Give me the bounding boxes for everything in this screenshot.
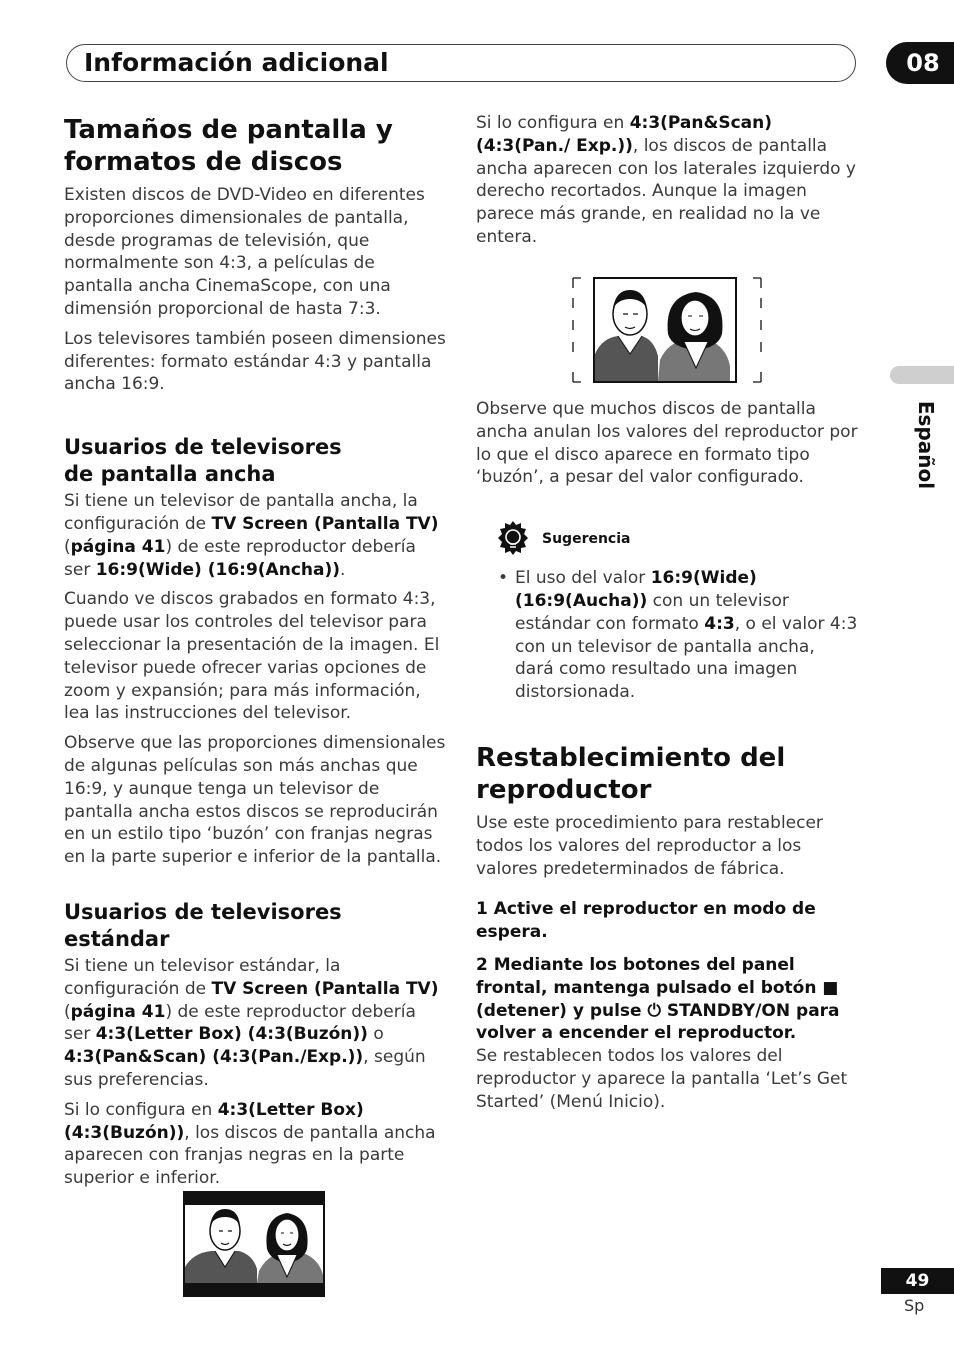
chapter-title: Información adicional — [84, 48, 389, 77]
language-tab — [890, 366, 954, 384]
step-1: 1 Active el reproductor en modo de espera. — [476, 899, 816, 943]
bullet-marker: • — [498, 568, 509, 589]
heading-line: formatos de discos — [64, 147, 343, 177]
tip-bullet-item: • El uso del valor 16:9(Wide) (16:9(Aucha)) con un televisor estándar con formato 4:3, o el valor 4:3 con un televisor de pantalla ancha, dará como resultado una imagen distorsionada. — [498, 568, 858, 703]
paragraph: Si tiene un televisor estándar, la configuración de TV Screen (Pantalla TV) (página 41) de este reproductor debería ser 4:3(Letter Box) (4:3(Buzón)) o 4:3(Pan&Scan) (4:3(Pan./Exp.)), según sus preferencias. — [64, 955, 439, 1090]
tip-label: Sugerencia — [542, 530, 631, 547]
language-code: Sp — [904, 1296, 925, 1315]
left-column — [64, 114, 446, 1197]
paragraph: Observe que las proporciones dimensionales de algunas películas son más anchas que 16:9, y aunque tenga un televisor de pantalla ancha estos discos se reproducirán en un estilo tipo ‘buzón’ con franjas negras en la parte superior e inferior de la pantalla. — [64, 733, 446, 868]
paragraph: Si tiene un televisor de pantalla ancha, la configuración de TV Screen (Pantalla TV) (página 41) de este reproductor debería ser 16:9(Wide) (16:9(Ancha)). — [64, 491, 439, 580]
heading-line: reproductor — [476, 774, 652, 805]
paragraph: Existen discos de DVD-Video en diferentes proporciones dimensionales de pantalla, desde programas de televisión, que normalmente son 4:3, a películas de pantalla ancha CinemaScope, con una dimensión proporcional de hasta 7:3. — [64, 185, 425, 319]
paragraph: Use este procedimiento para restablecer todos los valores del reproductor a los valores predeterminados de fábrica. — [476, 812, 823, 879]
right-column — [476, 112, 856, 256]
lightbulb-icon — [496, 519, 530, 559]
right-column-lower — [476, 398, 858, 1121]
paragraph: Si lo configura en 4:3(Letter Box) (4:3(Buzón)), los discos de pantalla ancha aparecen con franjas negras en la parte superior e inferior. — [64, 1099, 436, 1189]
chapter-number-badge: 08 — [886, 42, 954, 84]
section-heading-reset — [476, 742, 858, 806]
subheading-standard-users: Usuarios de televisores estándar — [64, 899, 342, 951]
page-number: 49 — [881, 1268, 954, 1294]
heading-line: Restablecimiento del — [476, 742, 786, 773]
tip-header — [496, 519, 858, 559]
section-heading-screen-sizes — [64, 114, 446, 178]
paragraph: Los televisores también poseen dimensiones diferentes: formato estándar 4:3 y pantalla ancha 16:9. — [64, 328, 446, 395]
paragraph: Se restablecen todos los valores del reproductor y aparece la pantalla ‘Let’s Get Started’ (Menú Inicio). — [476, 1046, 848, 1112]
power-icon: ⏻ — [647, 1000, 661, 1021]
paragraph: Si lo configura en 4:3(Pan&Scan) (4:3(Pan./ Exp.)), los discos de pantalla ancha aparecen con los laterales izquierdo y derecho recortados. Aunque la imagen parece más grande, en realidad no la ve entera. — [476, 113, 856, 247]
paragraph: Cuando ve discos grabados en formato 4:3, puede usar los controles del televisor para seleccionar la presentación de la imagen. El televisor puede ofrecer varias opciones de zoom y expansión; para más información, lea las instrucciones del televisor. — [64, 589, 440, 724]
letterbox-illustration — [183, 1191, 325, 1297]
subheading-widescreen-users: Usuarios de televisores de pantalla ancha — [64, 435, 342, 487]
heading-line: Tamaños de pantalla y — [64, 115, 393, 145]
pan-scan-illustration — [572, 276, 762, 384]
language-label: Español — [914, 400, 938, 490]
step-2: 2 Mediante los botones del panel frontal, mantenga pulsado el botón ■ (detener) y pulse ⏻ STANDBY/ON para volver a encender el reproductor. — [476, 954, 840, 1044]
paragraph: Observe que muchos discos de pantalla ancha anulan los valores del reproductor por lo que el disco aparece en formato tipo ‘buzón’, a pesar del valor configurado. — [476, 399, 858, 488]
